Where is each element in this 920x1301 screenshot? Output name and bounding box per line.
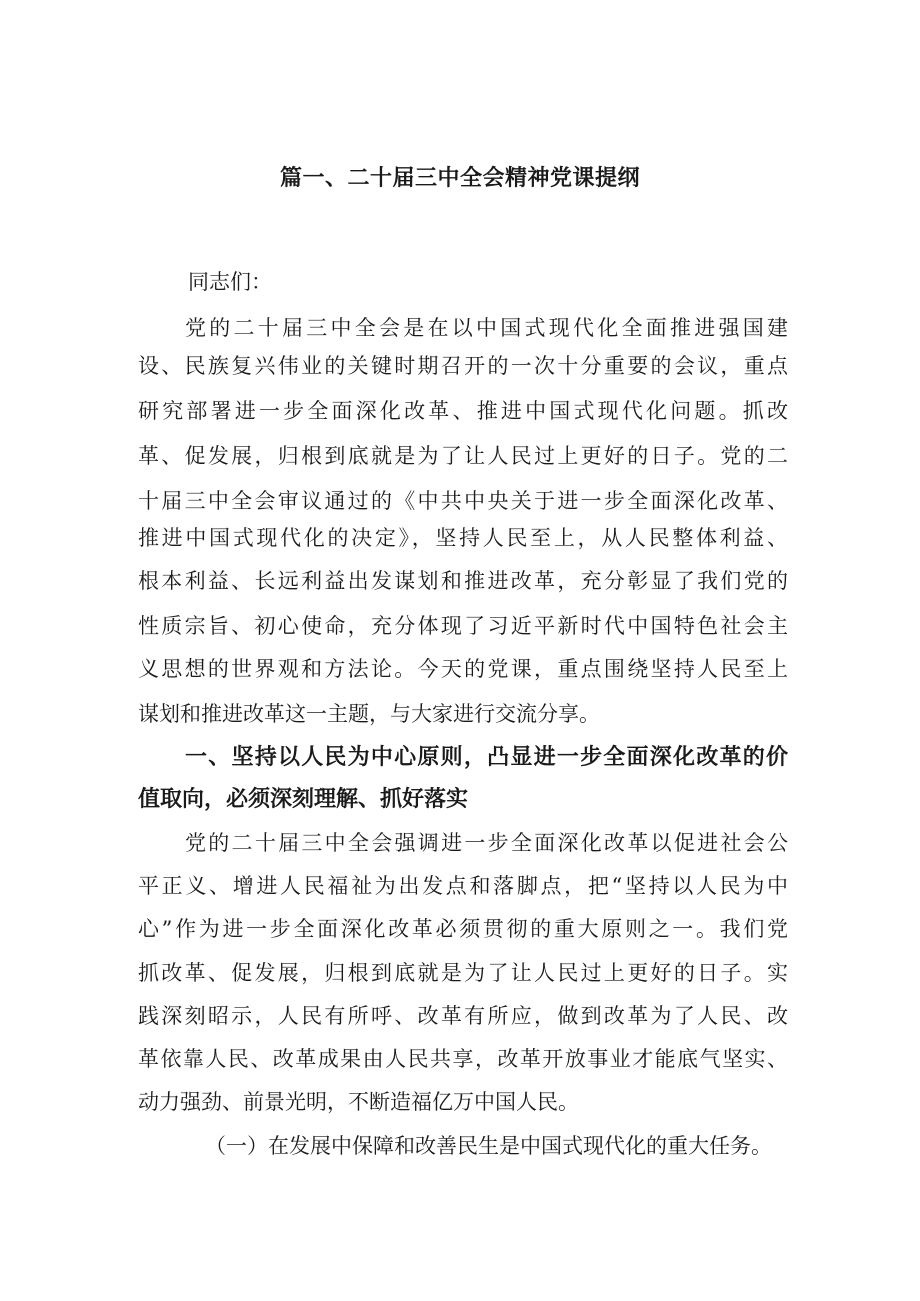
section-heading-line: 值取向，必须深刻理解、抓好落实 bbox=[138, 787, 469, 812]
salutation: 同志们： bbox=[188, 270, 272, 294]
paragraph-1-line: 谋划和推进改革这一主题，与大家进行交流分享。 bbox=[138, 702, 600, 726]
paragraph-1-line: 革、促发展，归根到底就是为了让人民过上更好的日子。党的二 bbox=[138, 444, 788, 468]
paragraph-2-line: 革依靠人民、改革成果由人民共享，改革开放事业才能底气坚实、 bbox=[138, 1047, 788, 1071]
document-title: 篇一、二十届三中全会精神党课提纲 bbox=[279, 166, 640, 191]
paragraph-2-line: 心”作为进一步全面深化改革必须贯彻的重大原则之一。我们党 bbox=[138, 917, 788, 941]
paragraph-1-line: 根本利益、长远利益出发谋划和推进改革，充分彰显了我们党的 bbox=[138, 569, 788, 593]
paragraph-2-line: 抓改革、促发展，归根到底就是为了让人民过上更好的日子。实 bbox=[138, 961, 788, 985]
paragraph-1-line: 性质宗旨、初心使命，充分体现了习近平新时代中国特色社会主 bbox=[138, 614, 788, 638]
paragraph-2-line: 平正义、增进人民福祉为出发点和落脚点，把“坚持以人民为中 bbox=[138, 874, 788, 898]
paragraph-1-line: 义思想的世界观和方法论。今天的党课，重点围绕坚持人民至上 bbox=[138, 657, 788, 681]
paragraph-1-line: 研究部署进一步全面深化改革、推进中国式现代化问题。抓改 bbox=[138, 399, 788, 423]
paragraph-1-line: 十届三中全会审议通过的《中共中央关于进一步全面深化改革、 bbox=[138, 489, 788, 513]
subsection-heading: （一）在发展中保障和改善民生是中国式现代化的重大任务。 bbox=[205, 1134, 772, 1158]
paragraph-1-line: 推进中国式现代化的决定》，坚持人民至上，从人民整体利益、 bbox=[138, 526, 788, 550]
paragraph-1-line: 党的二十届三中全会是在以中国式现代化全面推进强国建 bbox=[185, 316, 788, 340]
paragraph-2-line: 动力强劲、前景光明，不断造福亿万中国人民。 bbox=[138, 1090, 579, 1114]
section-heading-line: 一、坚持以人民为中心原则，凸显进一步全面深化改革的价 bbox=[185, 745, 788, 770]
paragraph-2-line: 践深刻昭示，人民有所呼、改革有所应，做到改革为了人民、改 bbox=[138, 1004, 788, 1028]
paragraph-1-line: 设、民族复兴伟业的关键时期召开的一次十分重要的会议，重点 bbox=[138, 354, 788, 378]
paragraph-2-line: 党的二十届三中全会强调进一步全面深化改革以促进社会公 bbox=[185, 831, 788, 855]
